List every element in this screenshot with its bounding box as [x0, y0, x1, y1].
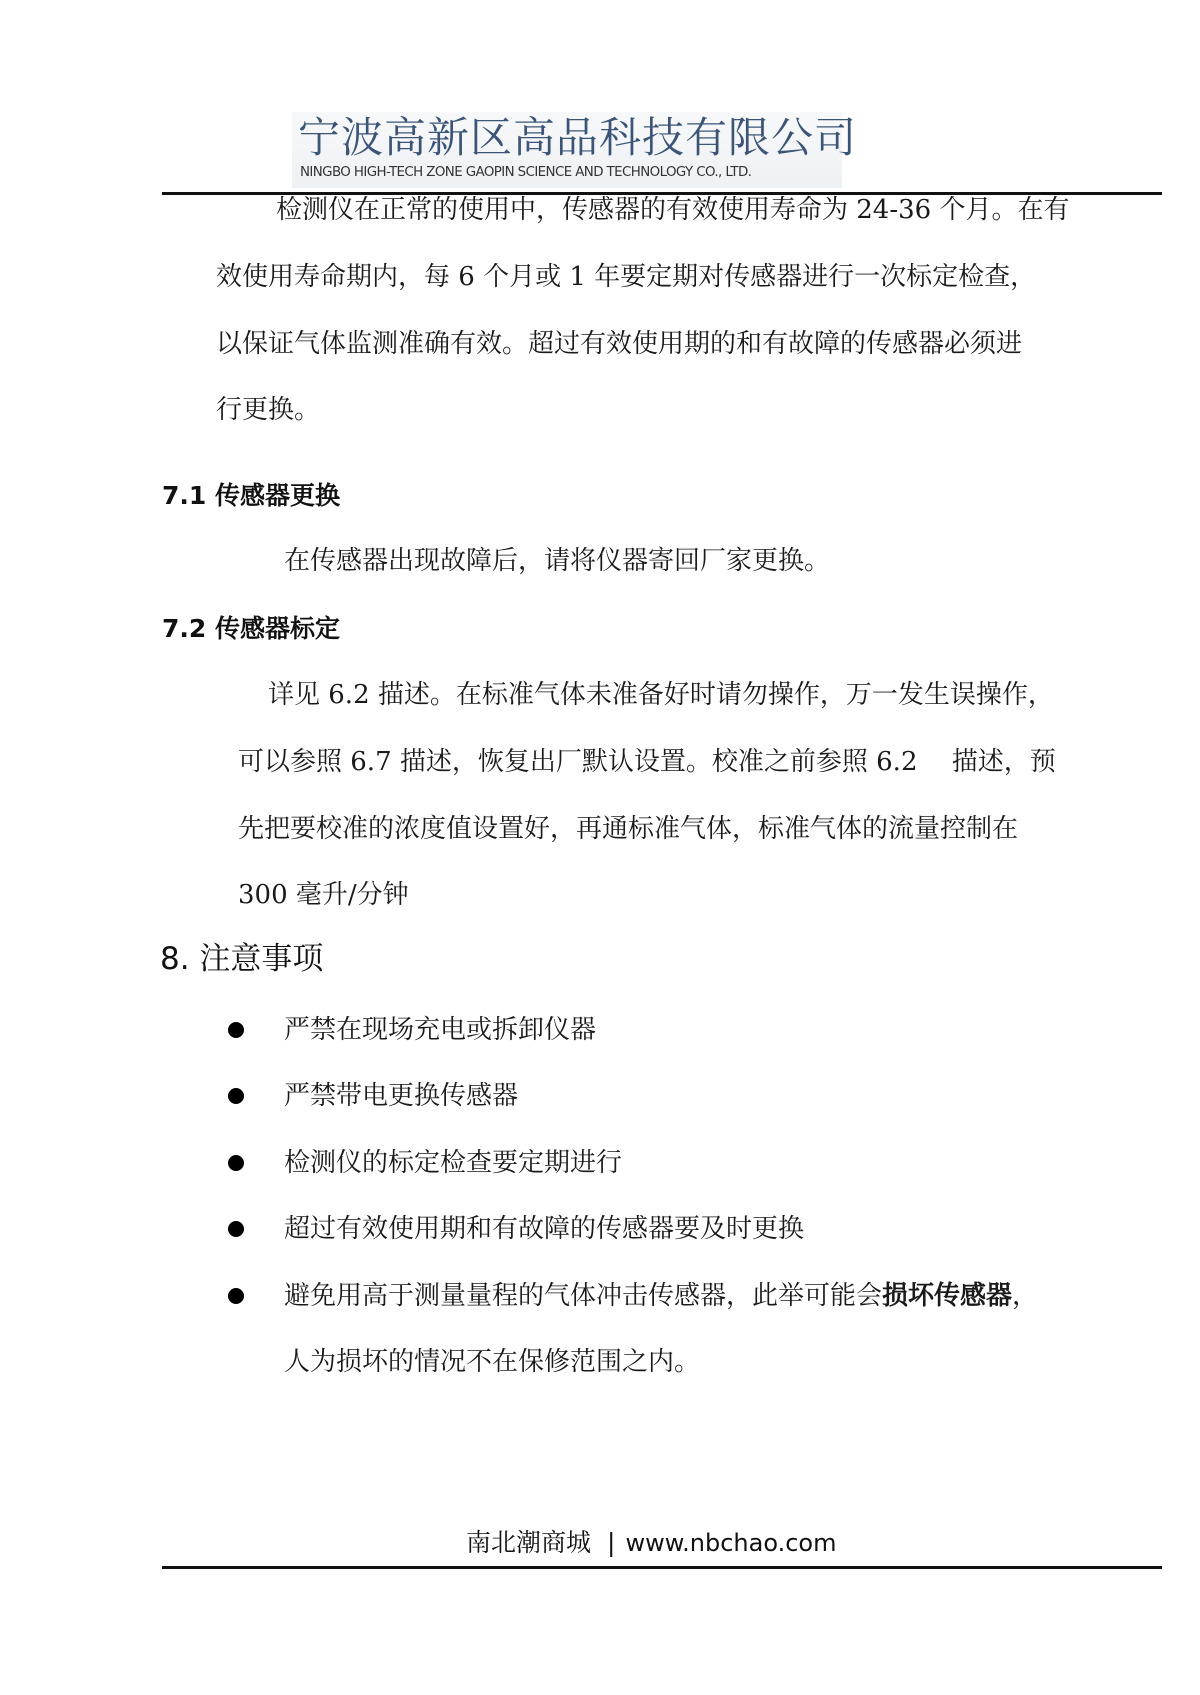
- section-7-2-line-3: 先把要校准的浓度值设置好，再通标准气体，标准气体的流量控制在: [238, 814, 1019, 844]
- footer-divider: [162, 1566, 1162, 1569]
- footer-separator: |: [607, 1528, 616, 1557]
- intro-line-2: 效使用寿命期内，每 6 个月或 1 年要定期对传感器进行一次标定检查，: [216, 262, 1037, 292]
- footer-site-name: 南北潮商城: [466, 1528, 592, 1557]
- company-name-en: NINGBO HIGH-TECH ZONE GAOPIN SCIENCE AND TECHNOLOGY CO., LTD.: [300, 165, 752, 180]
- company-logo: [292, 112, 858, 188]
- bullet-icon: [228, 1088, 244, 1104]
- footer: [466, 1527, 836, 1559]
- bullet-icon: [228, 1022, 244, 1038]
- list-item-continuation: 人为损坏的情况不在保修范围之内。: [284, 1347, 701, 1377]
- list-item: 超过有效使用期和有故障的传感器要及时更换: [284, 1214, 805, 1244]
- bullet-icon: [228, 1288, 244, 1304]
- section-7-2-heading: 7.2 传感器标定: [162, 614, 340, 643]
- section-7-2-line-1: 详见 6.2 描述。在标准气体未准备好时请勿操作，万一发生误操作，: [268, 680, 1054, 710]
- bullet-icon: [228, 1155, 244, 1171]
- intro-line-4: 行更换。: [216, 395, 321, 425]
- section-7-1-text: 在传感器出现故障后，请将仪器寄回厂家更换。: [284, 546, 831, 576]
- section-7-1-heading: 7.1 传感器更换: [162, 481, 340, 510]
- list-item: 检测仪的标定检查要定期进行: [284, 1148, 623, 1178]
- section-8-heading: 8. 注意事项: [160, 941, 324, 977]
- list-item: 严禁带电更换传感器: [284, 1081, 519, 1111]
- list-item-text: 避免用高于测量量程的气体冲击传感器，此举可能会: [284, 1281, 883, 1311]
- company-name-cn: 宁波高新区高品科技有限公司: [298, 113, 858, 162]
- intro-line-3: 以保证气体监测准确有效。超过有效使用期的和有故障的传感器必须进: [216, 329, 1023, 359]
- bullet-icon: [228, 1221, 244, 1237]
- list-item-punct: ，: [1012, 1281, 1039, 1311]
- list-item-emphasis: 损坏传感器: [882, 1281, 1013, 1311]
- section-7-2-line-2: 可以参照 6.7 描述，恢复出厂默认设置。校准之前参照 6.2 描述，预: [238, 747, 1056, 777]
- list-item: 严禁在现场充电或拆卸仪器: [284, 1015, 597, 1045]
- intro-line-1: 检测仪在正常的使用中，传感器的有效使用寿命为 24-36 个月。在有: [276, 195, 1070, 225]
- section-7-2-line-4: 300 毫升/分钟: [238, 880, 409, 910]
- list-item: [284, 1281, 1038, 1311]
- footer-url[interactable]: www.nbchao.com: [625, 1529, 837, 1557]
